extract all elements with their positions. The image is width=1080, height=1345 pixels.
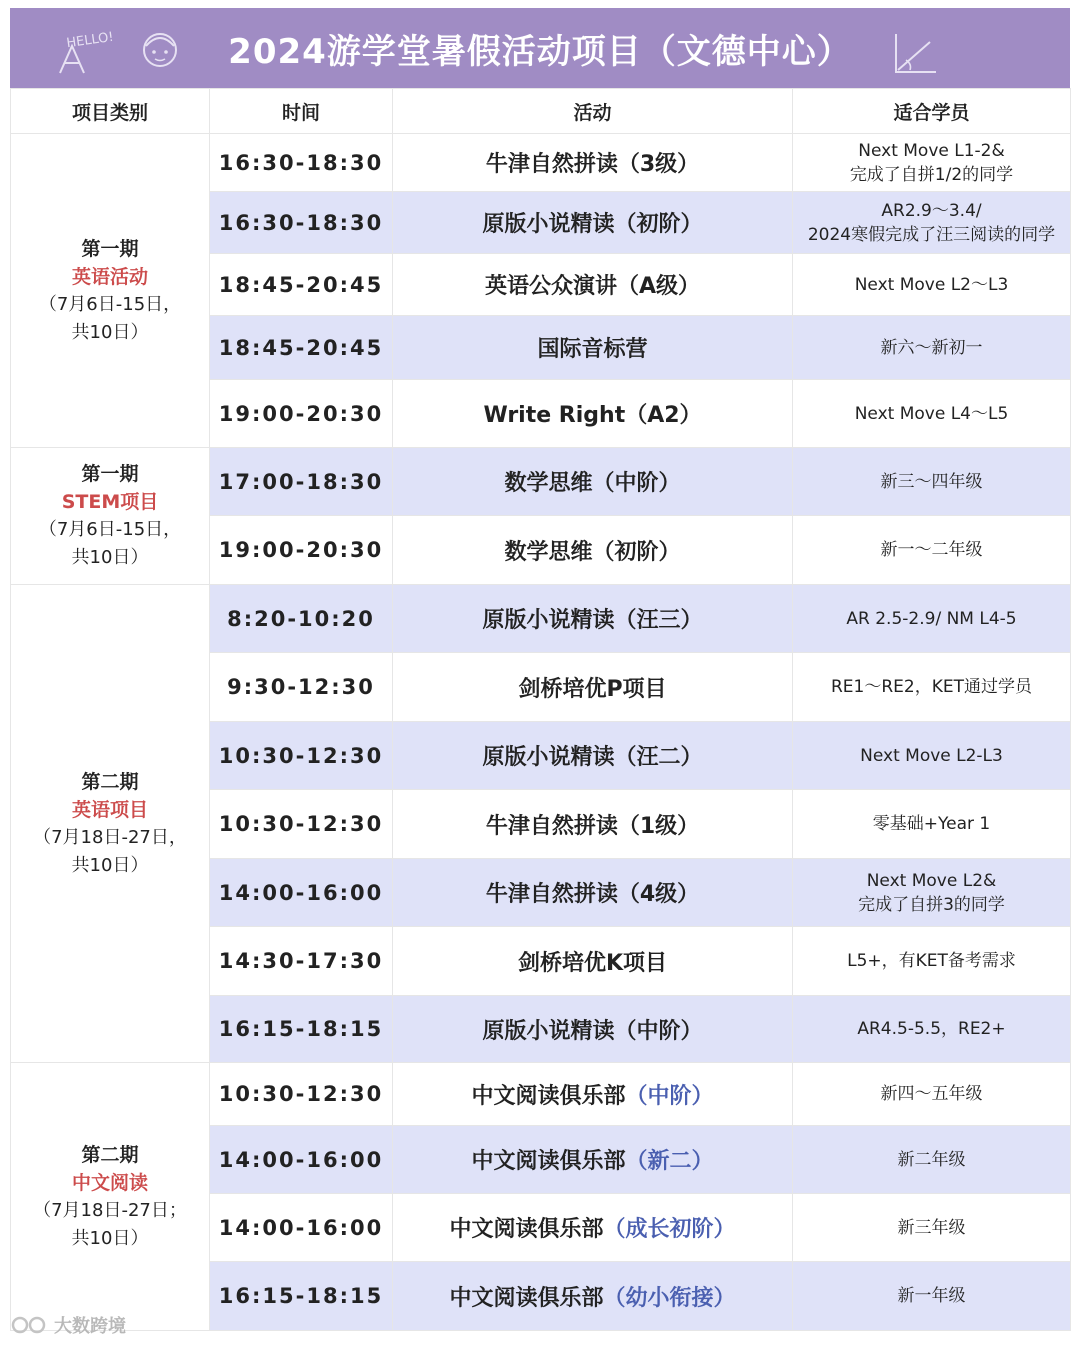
students-line: RE1～RE2，KET通过学员 xyxy=(830,677,1032,697)
time-cell: 19:00-20:30 xyxy=(210,516,393,585)
students-cell xyxy=(793,996,1071,1063)
activity-cell xyxy=(393,927,793,996)
col-header-students: 适合学员 xyxy=(793,89,1071,134)
category-period: 第二期 xyxy=(81,770,139,793)
activity-cell xyxy=(393,192,793,254)
students-cell xyxy=(793,1194,1071,1262)
students-cell xyxy=(793,192,1071,254)
activity-cell xyxy=(393,1262,793,1331)
students-line: 新三～四年级 xyxy=(880,471,983,492)
students-cell xyxy=(793,516,1071,585)
students-line: 新四～五年级 xyxy=(880,1084,983,1104)
time-cell: 14:00-16:00 xyxy=(210,1126,393,1194)
col-header-category: 项目类别 xyxy=(11,89,210,134)
activity-cell xyxy=(393,254,793,316)
time-cell: 16:30-18:30 xyxy=(210,192,393,254)
students-line: 新一年级 xyxy=(897,1286,966,1306)
students-cell xyxy=(793,790,1071,859)
schedule-table xyxy=(10,88,1071,1331)
category-date-line2: 共10日） xyxy=(71,321,149,343)
activity-level: （幼小衔接） xyxy=(603,1285,736,1311)
activity-name: 剑桥培优P项目 xyxy=(518,676,667,702)
activity-cell xyxy=(393,722,793,790)
time-cell: 14:00-16:00 xyxy=(210,1194,393,1262)
activity-level: （中阶） xyxy=(625,1083,714,1109)
category-cell xyxy=(11,1063,210,1331)
students-cell xyxy=(793,1126,1071,1194)
table-row xyxy=(11,1063,1071,1126)
activity-name: 中文阅读俱乐部 xyxy=(471,1149,626,1174)
hello-text: HELLO! xyxy=(65,29,115,52)
category-name: 英语活动 xyxy=(71,265,148,288)
category-period: 第二期 xyxy=(81,1143,139,1166)
category-cell xyxy=(11,448,210,585)
activity-cell xyxy=(393,516,793,585)
students-cell xyxy=(793,134,1071,192)
activity-name: 数学思维（中阶） xyxy=(504,471,681,496)
activity-level: （成长初阶） xyxy=(603,1217,736,1242)
time-cell: 16:15-18:15 xyxy=(210,1262,393,1331)
students-line: 新六～新初一 xyxy=(880,337,983,358)
students-line: AR4.5-5.5，RE2+ xyxy=(857,1019,1006,1039)
time-cell: 19:00-20:30 xyxy=(210,380,393,448)
students-line: 新一～二年级 xyxy=(880,540,983,560)
activity-cell xyxy=(393,790,793,859)
activity-cell xyxy=(393,1063,793,1126)
activity-name: 牛津自然拼读（4级） xyxy=(485,882,700,907)
col-header-time: 时间 xyxy=(210,89,393,134)
category-cell xyxy=(11,134,210,448)
time-cell: 10:30-12:30 xyxy=(210,722,393,790)
time-cell: 14:30-17:30 xyxy=(210,927,393,996)
time-cell: 16:30-18:30 xyxy=(210,134,393,192)
activity-name: Write Right（A2） xyxy=(483,403,702,428)
activity-cell xyxy=(393,1194,793,1262)
activity-cell xyxy=(393,653,793,722)
students-line: Next Move L2～L3 xyxy=(854,274,1009,295)
activity-name: 剑桥培优K项目 xyxy=(517,950,668,976)
time-cell: 18:45-20:45 xyxy=(210,316,393,380)
activity-cell xyxy=(393,380,793,448)
activity-name: 牛津自然拼读（3级） xyxy=(485,152,700,177)
table-row xyxy=(11,585,1071,653)
time-cell: 17:00-18:30 xyxy=(210,448,393,516)
activity-name: 牛津自然拼读（1级） xyxy=(485,813,700,839)
students-line: L5+，有KET备考需求 xyxy=(847,951,1016,971)
students-cell xyxy=(793,585,1071,653)
category-date-line2: 共10日） xyxy=(71,854,149,876)
col-header-activity: 活动 xyxy=(393,89,793,134)
activity-cell xyxy=(393,996,793,1063)
students-line: 新二年级 xyxy=(897,1149,966,1170)
math-axis-icon xyxy=(890,30,940,78)
category-date-line1: （7月6日-15日， xyxy=(38,293,182,315)
activity-cell xyxy=(393,448,793,516)
time-cell: 18:45-20:45 xyxy=(210,254,393,316)
students-cell xyxy=(793,859,1071,927)
activity-cell xyxy=(393,585,793,653)
students-line: Next Move L2-L3 xyxy=(860,745,1003,766)
activity-name: 国际音标营 xyxy=(537,337,648,362)
activity-name: 中文阅读俱乐部 xyxy=(449,1217,604,1242)
watermark-text: 大数跨境 xyxy=(54,1316,126,1337)
activity-name: 英语公众演讲（A级） xyxy=(484,274,701,299)
students-cell xyxy=(793,254,1071,316)
students-line: Next Move L2& xyxy=(866,870,997,891)
category-date-line2: 共10日） xyxy=(71,1227,149,1249)
activity-name: 原版小说精读（汪二） xyxy=(482,745,703,770)
time-cell: 10:30-12:30 xyxy=(210,1063,393,1126)
title-banner xyxy=(10,8,1070,88)
category-name: STEM项目 xyxy=(61,491,159,513)
students-cell xyxy=(793,653,1071,722)
hello-girl-icon xyxy=(50,18,200,78)
category-date-line2: 共10日） xyxy=(71,547,149,568)
students-cell xyxy=(793,448,1071,516)
students-line: Next Move L4～L5 xyxy=(854,403,1009,424)
activity-name: 中文阅读俱乐部 xyxy=(471,1083,626,1109)
category-date-line1: （7月18日-27日； xyxy=(33,1199,187,1221)
category-date-line1: （7月18日-27日， xyxy=(33,826,187,848)
table-row xyxy=(11,134,1071,192)
students-line: 新三年级 xyxy=(897,1217,966,1238)
time-cell: 16:15-18:15 xyxy=(210,996,393,1063)
activity-cell xyxy=(393,134,793,192)
table-row xyxy=(11,448,1071,516)
students-line: 零基础+Year 1 xyxy=(872,814,991,834)
students-line: Next Move L1-2& xyxy=(858,140,1005,161)
category-date-line1: （7月6日-15日， xyxy=(38,519,182,540)
students-line: AR 2.5-2.9/ NM L4-5 xyxy=(846,608,1017,629)
students-cell xyxy=(793,1262,1071,1331)
students-line: AR2.9～3.4/ xyxy=(881,200,982,221)
students-line: 完成了自拼3的同学 xyxy=(858,894,1005,915)
category-period: 第一期 xyxy=(81,463,139,485)
students-cell xyxy=(793,316,1071,380)
activity-level: （新二） xyxy=(625,1149,714,1174)
category-cell xyxy=(11,585,210,1063)
activity-name: 原版小说精读（初阶） xyxy=(482,212,703,237)
students-cell xyxy=(793,927,1071,996)
students-cell xyxy=(793,1063,1071,1126)
time-cell: 14:00-16:00 xyxy=(210,859,393,927)
activity-name: 中文阅读俱乐部 xyxy=(449,1285,604,1311)
time-cell: 10:30-12:30 xyxy=(210,790,393,859)
activity-cell xyxy=(393,859,793,927)
activity-name: 原版小说精读（中阶） xyxy=(482,1018,703,1044)
students-line: 完成了自拼1/2的同学 xyxy=(849,164,1014,185)
activity-cell xyxy=(393,316,793,380)
category-period: 第一期 xyxy=(81,237,139,260)
activity-cell xyxy=(393,1126,793,1194)
category-name: 中文阅读 xyxy=(71,1171,148,1194)
activity-name: 数学思维（初阶） xyxy=(504,539,681,565)
category-name: 英语项目 xyxy=(71,798,148,821)
time-cell: 9:30-12:30 xyxy=(210,653,393,722)
table-header-row xyxy=(11,89,1071,134)
students-cell xyxy=(793,722,1071,790)
schedule-sheet xyxy=(10,8,1070,1331)
students-line: 2024寒假完成了汪三阅读的同学 xyxy=(807,224,1056,245)
time-cell: 8:20-10:20 xyxy=(210,585,393,653)
activity-name: 原版小说精读（汪三） xyxy=(482,608,703,633)
logo-icon xyxy=(10,1315,50,1335)
page-title: 2024游学堂暑假活动项目（文德中心） xyxy=(228,31,852,72)
students-cell xyxy=(793,380,1071,448)
watermark xyxy=(10,1312,126,1338)
